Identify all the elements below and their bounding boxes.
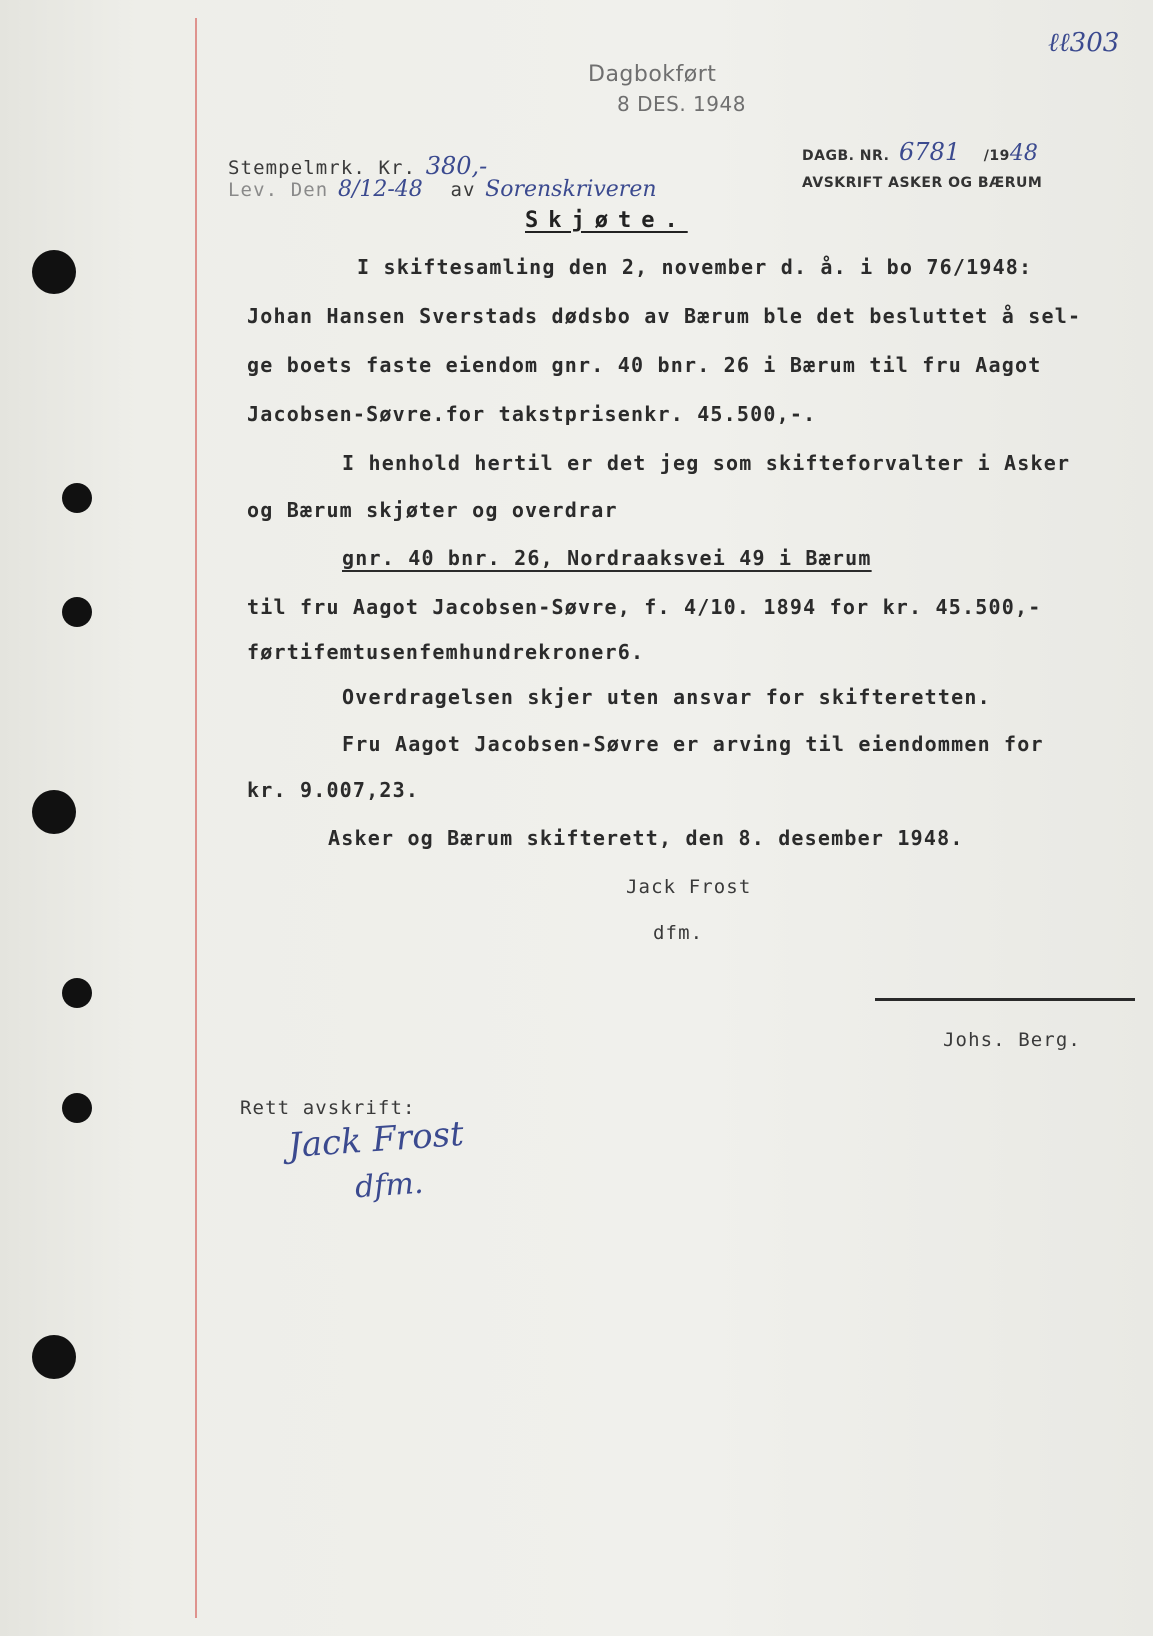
paragraph-line: I henhold hertil er det jeg som skifteforvalter i Asker	[342, 451, 1071, 475]
fee-stamp-line-1	[228, 152, 487, 180]
signature-rule	[875, 998, 1135, 1001]
punch-hole	[32, 1335, 76, 1379]
register-stamp	[802, 138, 1038, 166]
handwritten-signature-name: Jack Frost	[286, 1113, 465, 1167]
fee-date-prefix: Lev. Den	[228, 179, 329, 201]
certification-label: Rett avskrift:	[240, 1097, 416, 1119]
dagb-number: 6781	[899, 138, 961, 166]
paragraph-line: Fru Aagot Jacobsen-Søvre er arving til eiendommen for	[342, 732, 1044, 756]
paragraph-line: kr. 9.007,23.	[247, 778, 420, 802]
page-number-prefix: ℓℓ	[1048, 28, 1070, 58]
punch-hole	[62, 978, 92, 1008]
margin-line	[195, 18, 197, 1618]
punch-hole	[32, 790, 76, 834]
avskrift-stamp: AVSKRIFT ASKER OG BÆRUM	[802, 175, 1043, 191]
paragraph-line: og Bærum skjøter og overdrar	[247, 498, 618, 522]
punch-hole	[62, 483, 92, 513]
handwritten-signature-title: dfm.	[353, 1165, 425, 1206]
fee-av-label: av	[450, 179, 476, 201]
punch-hole	[62, 1093, 92, 1123]
paragraph-line: I skiftesamling den 2, november d. å. i bo 76/1948:	[357, 255, 1033, 279]
second-signature: Johs. Berg.	[943, 1029, 1081, 1051]
paragraph-line: Johan Hansen Sverstads dødsbo av Bærum ble det besluttet å sel-	[247, 304, 1082, 328]
paragraph-line: til fru Aagot Jacobsen-Søvre, f. 4/10. 1894 for kr. 45.500,-	[247, 595, 1042, 619]
punch-hole	[62, 597, 92, 627]
dagbokfort-stamp-date: 8 DES. 1948	[617, 92, 746, 116]
fee-stamp-line-2	[228, 177, 657, 202]
fee-label: Stempelmrk. Kr.	[228, 157, 417, 179]
fee-date: 8/12-48	[337, 177, 423, 202]
fee-amount: 380,-	[425, 152, 488, 180]
page-number	[1048, 28, 1119, 58]
property-heading: gnr. 40 bnr. 26, Nordraaksvei 49 i Bærum	[342, 546, 872, 570]
punch-hole	[32, 250, 76, 294]
dagb-year: 48	[1009, 141, 1038, 166]
document-title: Skjøte.	[525, 208, 688, 233]
dagb-year-prefix: /19	[983, 148, 1010, 164]
paragraph-line: ge boets faste eiendom gnr. 40 bnr. 26 i Bærum til fru Aagot	[247, 353, 1042, 377]
paragraph-line: Asker og Bærum skifterett, den 8. desember 1948.	[328, 826, 964, 850]
paragraph-line: Overdragelsen skjer uten ansvar for skifteretten.	[342, 685, 991, 709]
paragraph-line: førtifemtusenfemhundrekroner6.	[247, 640, 645, 664]
paragraph-line: Jacobsen-Søvre.for takstprisenkr. 45.500,-.	[247, 402, 817, 426]
signature-name: Jack Frost	[626, 876, 752, 898]
dagbokfort-stamp-label: Dagbokført	[588, 62, 717, 87]
page-number-value: 303	[1069, 28, 1120, 58]
signature-title: dfm.	[653, 922, 704, 944]
dagb-nr-label: DAGB. NR.	[802, 148, 890, 164]
fee-issuer: Sorenskriveren	[485, 177, 657, 202]
